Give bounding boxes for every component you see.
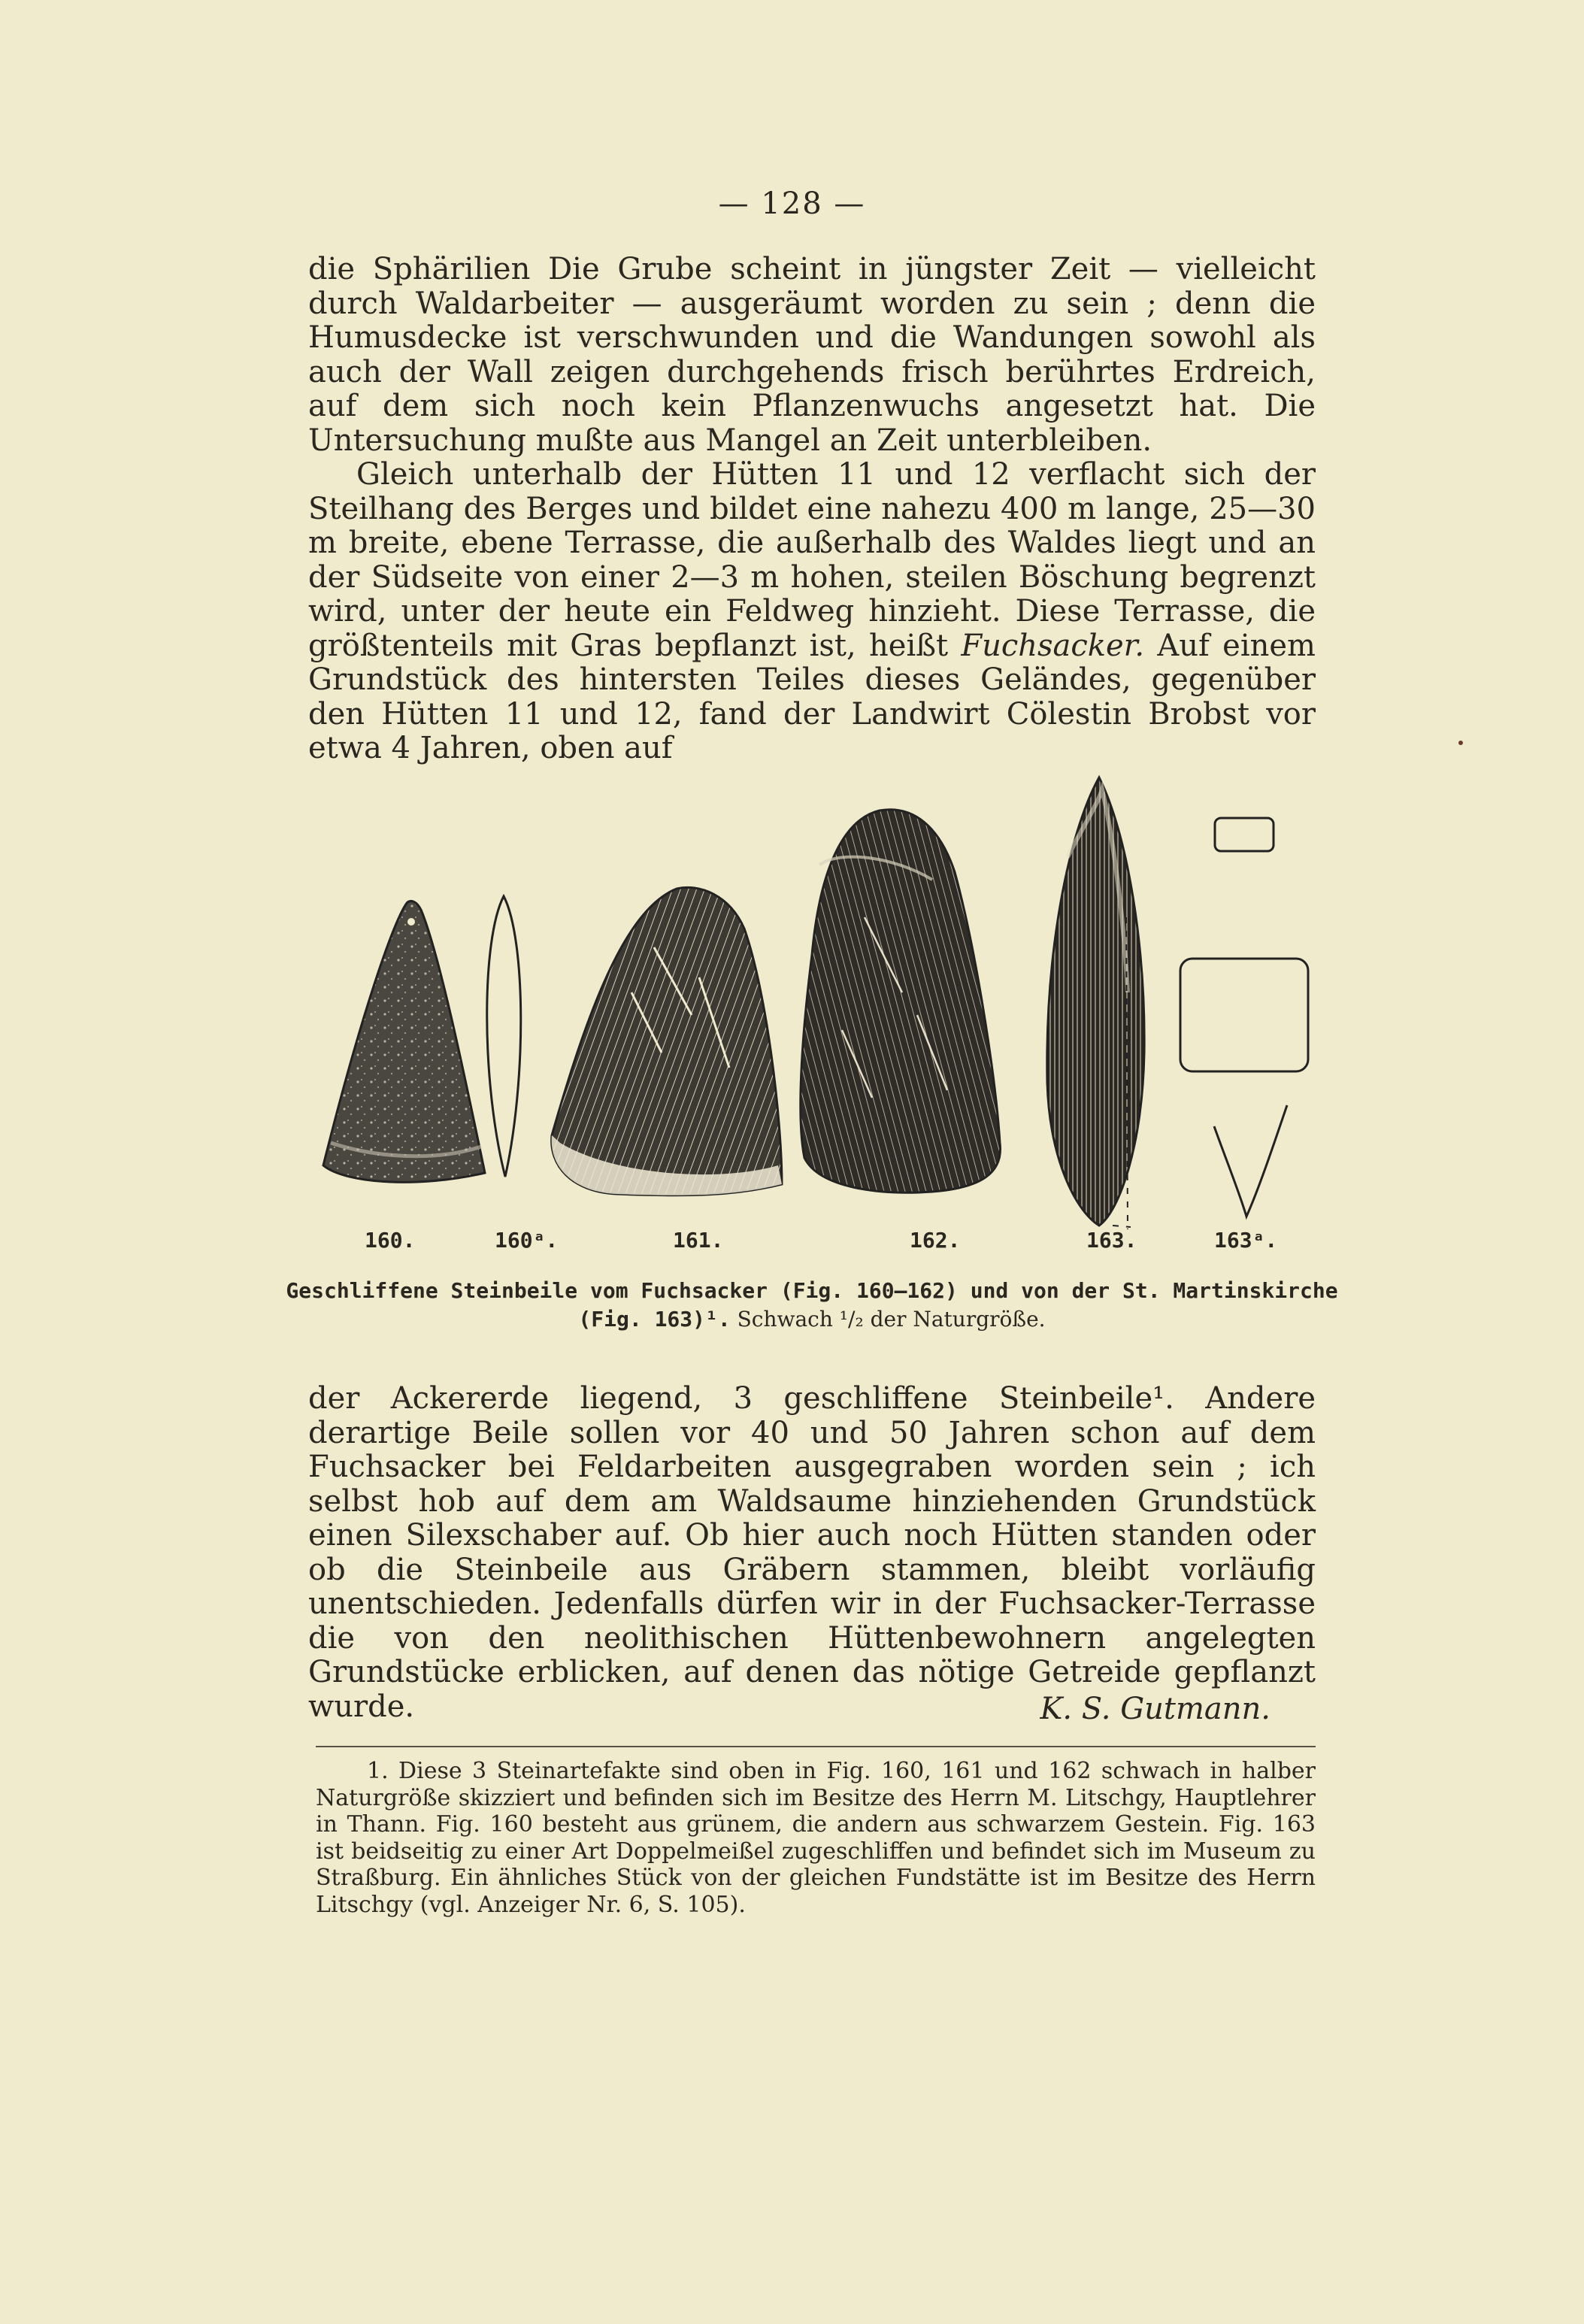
label-fig-160a: 160ᵃ. bbox=[495, 1228, 559, 1253]
paragraph-2: Gleich unterhalb der Hütten 11 und 12 verflacht sich der Steilhang des Berges und bildet eine nahezu 400 m lange, 25—30 m breite, ebene Terrasse, die außerhalb des Waldes liegt und an der Südseite von einer 2—3 m hohen, steilen Böschung begrenzt wird, unter der heute ein Feldweg hinzieht. Diese Terrasse, die größtenteils mit Gras bepflanzt ist, heißt Fuchsacker. Auf einem Grundstück des hintersten Teiles dieses Geländes, gegenüber den Hütten 11 und 12, fand der Landwirt Cölestin Brobst vor etwa 4 Jahren, oben auf bbox=[308, 457, 1316, 765]
author-signature: K. S. Gutmann. bbox=[1040, 1692, 1271, 1726]
label-fig-163a: 163ᵃ. bbox=[1214, 1228, 1278, 1253]
footnote-divider bbox=[316, 1746, 1316, 1747]
axe-163a-section-edge bbox=[1214, 1105, 1287, 1217]
label-fig-162: 162. bbox=[910, 1228, 961, 1253]
footnote-1: 1. Diese 3 Steinartefakte sind oben in Fig. 160, 161 und 162 schwach in halber Naturgröße skizziert und befinden sich im Besitze des Herrn M. Litschgy, Hauptlehrer in Thann. Fig. 160 besteht aus grünem, die andern aus schwarzem Gestein. Fig. 163 ist beidseitig zu einer Art Doppelmeißel zugeschliffen und befindet sich im Museum zu Straßburg. Ein ähnliches Stück von der gleichen Fundstätte ist im Besitze des Herrn Litschgy (vgl. Anzeiger Nr. 6, S. 105). bbox=[316, 1758, 1316, 1918]
paper-speck bbox=[1458, 741, 1463, 745]
figure-caption bbox=[271, 1277, 1353, 1334]
axe-160 bbox=[323, 901, 485, 1182]
paragraph-3: der Ackererde liegend, 3 geschliffene Steinbeile¹. Andere derartige Beile sollen vor 40 und 50 Jahren schon auf dem Fuchsacker bei Feldarbeiten ausgegraben worden sein ; ich selbst hob auf dem am Waldsaume hinziehenden Grundstück einen Silexschaber auf. Ob hier auch noch Hütten standen oder ob die Steinbeile aus Gräbern stammen, bleibt vorläufig unentschieden. Jedenfalls dürfen wir in der Fuchsacker-Terrasse die von den neolithischen Hüttenbewohnern angelegten Grundstücke erblicken, auf denen das nötige Getreide gepflanzt wurde. bbox=[308, 1381, 1316, 1724]
body-text-top bbox=[308, 253, 1316, 766]
label-fig-161: 161. bbox=[673, 1228, 724, 1253]
body-text-bottom bbox=[308, 1382, 1316, 1724]
page-number: — 128 — bbox=[718, 186, 866, 221]
label-fig-160: 160. bbox=[365, 1228, 416, 1253]
axe-163a-section-middle bbox=[1180, 959, 1308, 1071]
footnote bbox=[316, 1758, 1316, 1918]
place-name-fuchsacker: Fuchsacker. bbox=[961, 628, 1145, 663]
paragraph-1: die Sphärilien Die Grube scheint in jüngster Zeit — vielleicht durch Waldarbeiter — ausgeräumt worden zu sein ; denn die Humusdecke ist verschwunden und die Wandungen sowohl als auch der Wall zeigen durchgehends frisch berührtes Erdreich, auf dem sich noch kein Pflanzenwuchs angesetzt hat. Die Untersuchung mußte aus Mangel an Zeit unterbleiben. bbox=[308, 252, 1316, 458]
caption-title: Geschliffene Steinbeile vom Fuchsacker (Fig. 160—162) und von der St. Martinskirche (Fig. 163)¹. bbox=[286, 1278, 1338, 1332]
axe-161 bbox=[552, 887, 782, 1195]
axe-162 bbox=[801, 810, 1001, 1192]
label-fig-163: 163. bbox=[1086, 1228, 1137, 1253]
axe-160a-profile bbox=[487, 896, 521, 1177]
axe-163a-section-top bbox=[1215, 818, 1274, 851]
figure-labels bbox=[0, 1228, 1584, 1265]
caption-scale: Schwach ¹/₂ der Naturgröße. bbox=[737, 1307, 1046, 1332]
axe-163 bbox=[1047, 777, 1144, 1226]
